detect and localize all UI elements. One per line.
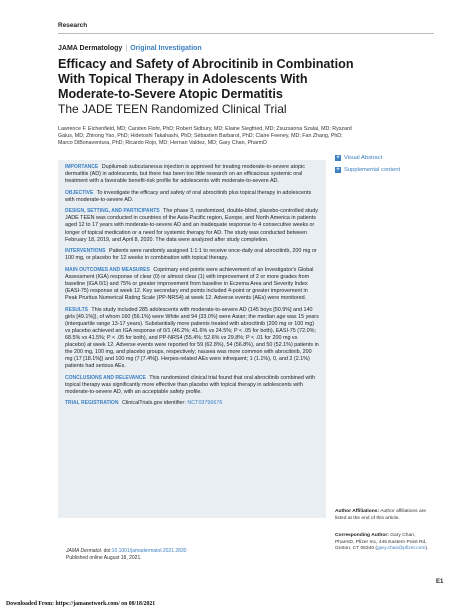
objective-text: To investigate the efficacy and safety of oral abrocitinib plus topical therapy in adolescents with moderate-to-severe AD. xyxy=(65,189,312,203)
objective-label: OBJECTIVE xyxy=(65,189,94,196)
header-rule xyxy=(58,33,434,34)
visual-abstract-link[interactable] xyxy=(335,155,382,161)
visual-abstract-label: Visual Abstract xyxy=(344,155,383,161)
plus-icon: + xyxy=(336,167,340,173)
abstract-importance xyxy=(65,164,319,185)
article-title: Efficacy and Safety of Abrocitinib in Combination With Topical Therapy in Adolescents With Moderate-to-Severe Atopic Dermatitis xyxy=(58,57,354,101)
conclusions-label: CONCLUSIONS AND RELEVANCE xyxy=(65,374,146,381)
corresponding-author xyxy=(335,533,435,553)
results-label: RESULTS xyxy=(65,306,88,313)
corresponding-author-label: Corresponding Author: xyxy=(335,533,389,538)
supplemental-label: Supplemental content xyxy=(344,167,401,173)
registration-label: TRIAL REGISTRATION xyxy=(65,400,119,407)
abstract-box xyxy=(58,160,326,518)
citation-block xyxy=(66,548,186,561)
registration-text: ClinicalTrials.gov identifier: xyxy=(121,400,186,407)
registration-link[interactable]: NCT03796676 xyxy=(187,400,223,407)
corresponding-close: ). xyxy=(425,546,429,551)
plus-icon: + xyxy=(336,155,340,161)
abstract-results xyxy=(65,307,319,371)
corresponding-author-text: Gary Chan, PharmD, Pfizer Inc, 445 Eastern Point Rd, Groton, CT 06340 ( xyxy=(335,533,427,551)
author-affiliations xyxy=(335,509,435,522)
interventions-label: INTERVENTIONS xyxy=(65,248,106,255)
doi-prefix: doi: xyxy=(103,548,112,554)
design-text: The phase 3, randomized, double-blind, placebo-controlled study JADE TEEN was conducted in countries of the Asia-Pacific region, Europe, and North America in patients aged 12 to 17 years with moderate-to-severe AD and an inadequate response to 4 consecutive weeks or longer of topical medication or a need for systemic therapy for AD. The study was conducted between February 18, 2019, and April 8, 2020. The data were analyzed after study completion. xyxy=(65,208,318,243)
journal-line xyxy=(58,45,202,52)
abstract-outcomes xyxy=(65,267,319,302)
doi-link[interactable]: 10.1001/jamadermatol.2021.2830 xyxy=(111,548,187,554)
article-subtitle: The JADE TEEN Randomized Clinical Trial xyxy=(58,102,287,116)
abstract-conclusions xyxy=(65,375,319,396)
design-label: DESIGN, SETTING, AND PARTICIPANTS xyxy=(65,208,160,215)
download-footer: Downloaded From: https://jamanetwork.com/ on 08/18/2021 xyxy=(6,601,156,607)
author-affiliations-label: Author Affiliations: xyxy=(335,509,380,514)
supplemental-content-link[interactable] xyxy=(335,167,400,173)
author-affiliations-text: Author affiliations are listed at the end of this article. xyxy=(335,509,427,521)
citation-journal: JAMA Dermatol. xyxy=(66,548,103,554)
importance-label: IMPORTANCE xyxy=(65,164,99,170)
published-date: Published online August 18, 2021. xyxy=(66,554,142,561)
section-label: Research xyxy=(58,22,88,29)
outcomes-text: Coprimary end points were achievement of an Investigator's Global Assessment (IGA) response of clear (0) or almost clear (1) with improvement of 2 or more grades from baseline (IGA 0/1) and 75% or greater improvement from baseline in Eczema Area and Severity Index (EASI-75) response at week 12. Key secondary end points included 4-point or greater improvement in Peak Pruritus Numerical Rating Scale (PP-NRS4) at week 12. Adverse events (AEs) were monitored. xyxy=(65,266,314,302)
abstract-objective xyxy=(65,190,319,204)
importance-text: Dupilumab subcutaneous injection is approved for treating moderate-to-severe atopic dermatitis (AD) in adolescents, but there has been too little research on an efficacious systemic oral treatment with a favorable benefit-risk profile for adolescents with moderate-to-severe AD. xyxy=(65,164,305,185)
interventions-text: Patients were randomly assigned 1:1:1 to receive once-daily oral abrocitinib, 200 mg or 100 mg, or placebo for 12 weeks in combination with topical therapy. xyxy=(65,248,317,262)
abstract-design xyxy=(65,208,319,243)
abstract-registration xyxy=(65,400,319,407)
journal-separator: | xyxy=(125,45,128,52)
corresponding-email-link[interactable]: gary.chan@pfizer.com xyxy=(377,546,426,551)
results-text: This study included 285 adolescents with moderate-to-severe AD (145 boys [50.9%] and 140 girls [49.1%]), of whom 160 (56.1%) were White and 94 (33.0%) were Asian; the median age was 15 years (interquartile range 13-17 years). Substantially more patients treated with abrocitinib (200 mg or 100 mg) vs placebo achieved an IGA response of 0/1 (46.2%; 41.6% vs 24.5%; P < .05 for both), EASI-75 (72.0%; 68.5% vs 41.5%; P < .05 for both), and PP-NRS4 (55.4%; 52.6% vs 29.8%; P < .01 for 200 mg vs placebo) at week 12. Adverse events were reported for 59 (62.8%), 54 (56.8%), and 50 (52.1%) patients in the 200 mg, 100 mg, and placebo groups, respectively; nausea was more common with abrocitinib, 200 mg (17 [18.1%]) and 100 mg (7 [7.4%]). Herpes-related AEs were infrequent; 1 (1.1%), 0, and 2 (2.1%) patients had serious AEs. xyxy=(65,306,319,370)
page-number: E1 xyxy=(436,579,444,585)
outcomes-label: MAIN OUTCOMES AND MEASURES xyxy=(65,266,150,273)
author-list: Lawrence F. Eichenfield, MD; Carsten Flohr, PhD; Robert Sidbury, MD; Elaine Siegfried, MD; Zsuzsanna Szalai, MD; Ryszard Galus, MD; Zhirong Yao, PhD; Hidetoshi Takahashi, PhD; Sébastien Barbarot, PhD; Claire Feeney, MD; Fan Zhang, PhD; Marco DiBonaventura, PhD; Ricardo Rojo, MD; Hernan Valdez, MD; Gary Chan, PharmD xyxy=(58,126,352,147)
journal-name: JAMA Dermatology xyxy=(58,45,123,52)
article-type[interactable]: Original Investigation xyxy=(130,45,202,52)
abstract-interventions xyxy=(65,248,319,262)
conclusions-text: This randomized clinical trial found that oral abrocitinib combined with topical therapy was significantly more effective than placebo with topical therapy in adolescents with moderate-to-severe AD, with an acceptable safety profile. xyxy=(65,374,315,395)
